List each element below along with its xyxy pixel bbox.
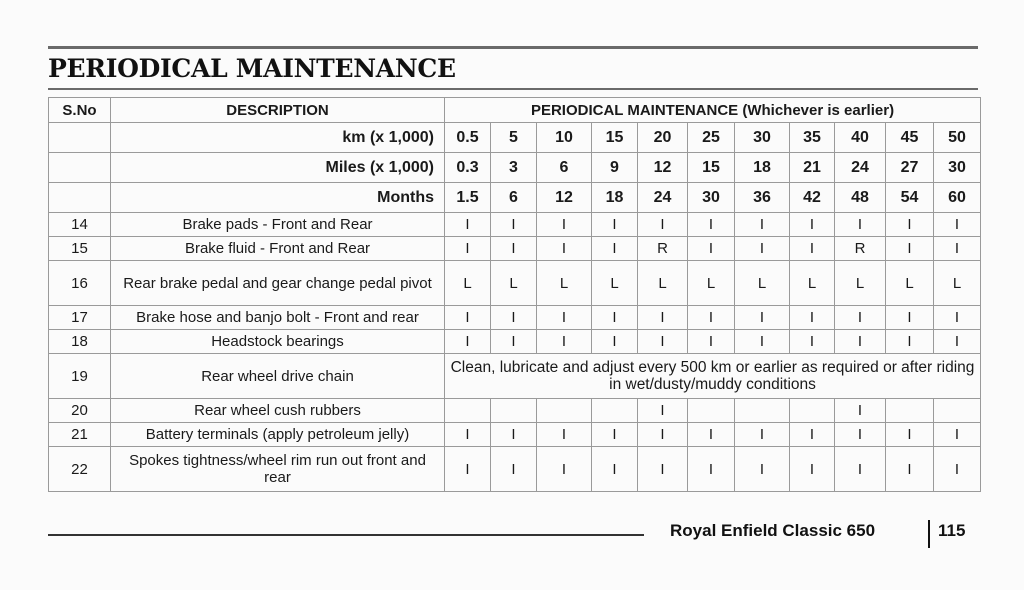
row-value — [592, 399, 638, 423]
table-header-row — [49, 98, 981, 123]
row-value: I — [688, 237, 735, 261]
interval-label: km (x 1,000) — [111, 123, 445, 153]
row-sno: 16 — [49, 261, 111, 306]
interval-value: 35 — [790, 123, 835, 153]
row-value: I — [491, 423, 537, 447]
row-value: I — [735, 423, 790, 447]
row-description: Brake pads - Front and Rear — [111, 213, 445, 237]
row-value: I — [537, 213, 592, 237]
row-value: L — [886, 261, 934, 306]
row-description: Rear wheel drive chain — [111, 354, 445, 399]
interval-value: 21 — [790, 153, 835, 183]
interval-value: 0.3 — [445, 153, 491, 183]
interval-value: 45 — [886, 123, 934, 153]
row-value: L — [790, 261, 835, 306]
interval-value: 30 — [934, 153, 981, 183]
row-description: Brake hose and banjo bolt - Front and rear — [111, 306, 445, 330]
interval-label: Miles (x 1,000) — [111, 153, 445, 183]
interval-value: 54 — [886, 183, 934, 213]
table-row — [49, 261, 981, 306]
interval-row — [49, 153, 981, 183]
interval-value: 24 — [638, 183, 688, 213]
row-value: I — [886, 306, 934, 330]
interval-value: 25 — [688, 123, 735, 153]
interval-value: 50 — [934, 123, 981, 153]
table-row — [49, 330, 981, 354]
row-description: Battery terminals (apply petroleum jelly) — [111, 423, 445, 447]
row-value: I — [934, 447, 981, 492]
interval-sno-blank — [49, 123, 111, 153]
interval-value: 6 — [537, 153, 592, 183]
interval-value: 12 — [537, 183, 592, 213]
row-value: I — [445, 306, 491, 330]
row-sno: 21 — [49, 423, 111, 447]
interval-value: 30 — [688, 183, 735, 213]
row-value: R — [638, 237, 688, 261]
interval-value: 36 — [735, 183, 790, 213]
row-value: I — [638, 213, 688, 237]
row-value: I — [537, 330, 592, 354]
interval-value: 9 — [592, 153, 638, 183]
row-value: I — [735, 213, 790, 237]
row-value: I — [491, 306, 537, 330]
interval-value: 48 — [835, 183, 886, 213]
interval-value: 20 — [638, 123, 688, 153]
row-value: I — [790, 306, 835, 330]
schedule-header: PERIODICAL MAINTENANCE (Whichever is earlier) — [445, 98, 981, 123]
row-note: Clean, lubricate and adjust every 500 km or earlier as required or after riding in wet/dusty/muddy conditions — [445, 354, 981, 399]
row-value — [886, 399, 934, 423]
row-value: I — [592, 447, 638, 492]
row-value: I — [835, 213, 886, 237]
row-value: I — [735, 306, 790, 330]
row-value: I — [835, 330, 886, 354]
row-value: I — [886, 423, 934, 447]
row-value: I — [537, 447, 592, 492]
row-sno: 15 — [49, 237, 111, 261]
interval-value: 18 — [592, 183, 638, 213]
sno-header: S.No — [49, 98, 111, 123]
row-value: I — [835, 399, 886, 423]
row-value — [445, 399, 491, 423]
row-value: I — [491, 330, 537, 354]
row-sno: 18 — [49, 330, 111, 354]
row-value: L — [835, 261, 886, 306]
row-value: L — [638, 261, 688, 306]
row-description: Rear wheel cush rubbers — [111, 399, 445, 423]
row-sno: 19 — [49, 354, 111, 399]
row-value: I — [445, 423, 491, 447]
row-value: I — [688, 423, 735, 447]
row-value: I — [835, 423, 886, 447]
row-value: L — [934, 261, 981, 306]
table-row — [49, 354, 981, 399]
row-description: Rear brake pedal and gear change pedal pivot — [111, 261, 445, 306]
row-value: L — [537, 261, 592, 306]
interval-value: 18 — [735, 153, 790, 183]
row-value: I — [934, 213, 981, 237]
interval-value: 5 — [491, 123, 537, 153]
row-value: L — [445, 261, 491, 306]
row-value: L — [491, 261, 537, 306]
row-value: I — [638, 447, 688, 492]
table-row — [49, 399, 981, 423]
table-row — [49, 447, 981, 492]
row-value: I — [638, 423, 688, 447]
row-value — [537, 399, 592, 423]
row-description: Headstock bearings — [111, 330, 445, 354]
row-value: I — [445, 213, 491, 237]
row-value: I — [886, 447, 934, 492]
row-value: I — [592, 237, 638, 261]
interval-value: 0.5 — [445, 123, 491, 153]
description-header: DESCRIPTION — [111, 98, 445, 123]
row-value: I — [491, 213, 537, 237]
table-row — [49, 237, 981, 261]
row-sno: 20 — [49, 399, 111, 423]
row-value: I — [790, 330, 835, 354]
interval-value: 12 — [638, 153, 688, 183]
title-rule — [48, 88, 978, 90]
row-value: I — [790, 423, 835, 447]
row-value: I — [688, 330, 735, 354]
interval-value: 3 — [491, 153, 537, 183]
row-value — [688, 399, 735, 423]
footer-separator — [928, 520, 930, 548]
interval-row — [49, 183, 981, 213]
interval-value: 60 — [934, 183, 981, 213]
row-value: I — [735, 447, 790, 492]
interval-value: 24 — [835, 153, 886, 183]
row-value: I — [886, 237, 934, 261]
row-value — [790, 399, 835, 423]
row-value: I — [735, 237, 790, 261]
interval-value: 10 — [537, 123, 592, 153]
row-description: Spokes tightness/wheel rim run out front and rear — [111, 447, 445, 492]
interval-sno-blank — [49, 183, 111, 213]
row-value: I — [592, 306, 638, 330]
interval-value: 15 — [592, 123, 638, 153]
maintenance-table — [48, 97, 981, 492]
interval-value: 15 — [688, 153, 735, 183]
interval-value: 42 — [790, 183, 835, 213]
row-value: I — [592, 213, 638, 237]
row-value: I — [445, 330, 491, 354]
row-value: I — [537, 423, 592, 447]
row-value: I — [790, 447, 835, 492]
row-value: I — [445, 237, 491, 261]
interval-value: 30 — [735, 123, 790, 153]
row-value: L — [592, 261, 638, 306]
interval-value: 27 — [886, 153, 934, 183]
row-value: I — [491, 237, 537, 261]
interval-sno-blank — [49, 153, 111, 183]
row-value — [491, 399, 537, 423]
interval-row — [49, 123, 981, 153]
row-value: I — [638, 306, 688, 330]
row-value: I — [934, 237, 981, 261]
row-value: I — [688, 447, 735, 492]
interval-label: Months — [111, 183, 445, 213]
table-row — [49, 306, 981, 330]
row-value: I — [638, 399, 688, 423]
row-value: I — [491, 447, 537, 492]
row-description: Brake fluid - Front and Rear — [111, 237, 445, 261]
row-value: L — [735, 261, 790, 306]
table-row — [49, 213, 981, 237]
row-sno: 17 — [49, 306, 111, 330]
row-value: I — [835, 306, 886, 330]
table-row — [49, 423, 981, 447]
page-title: PERIODICAL MAINTENANCE — [48, 54, 456, 83]
row-value: I — [592, 423, 638, 447]
row-value: I — [886, 330, 934, 354]
footer-rule — [48, 534, 644, 536]
row-value: I — [688, 213, 735, 237]
interval-value: 6 — [491, 183, 537, 213]
row-value: I — [790, 237, 835, 261]
row-value: R — [835, 237, 886, 261]
row-value: I — [835, 447, 886, 492]
row-value: I — [934, 330, 981, 354]
row-value: I — [638, 330, 688, 354]
row-value: I — [735, 330, 790, 354]
row-value: L — [688, 261, 735, 306]
interval-value: 1.5 — [445, 183, 491, 213]
row-sno: 22 — [49, 447, 111, 492]
row-value: I — [790, 213, 835, 237]
row-value: I — [934, 423, 981, 447]
row-value: I — [537, 306, 592, 330]
row-value: I — [934, 306, 981, 330]
page-number: 115 — [938, 521, 966, 540]
row-sno: 14 — [49, 213, 111, 237]
row-value — [934, 399, 981, 423]
footer-brand: Royal Enfield Classic 650 — [670, 521, 876, 540]
row-value: I — [445, 447, 491, 492]
row-value: I — [886, 213, 934, 237]
row-value — [735, 399, 790, 423]
interval-value: 40 — [835, 123, 886, 153]
row-value: I — [592, 330, 638, 354]
top-rule — [48, 46, 978, 49]
row-value: I — [537, 237, 592, 261]
row-value: I — [688, 306, 735, 330]
